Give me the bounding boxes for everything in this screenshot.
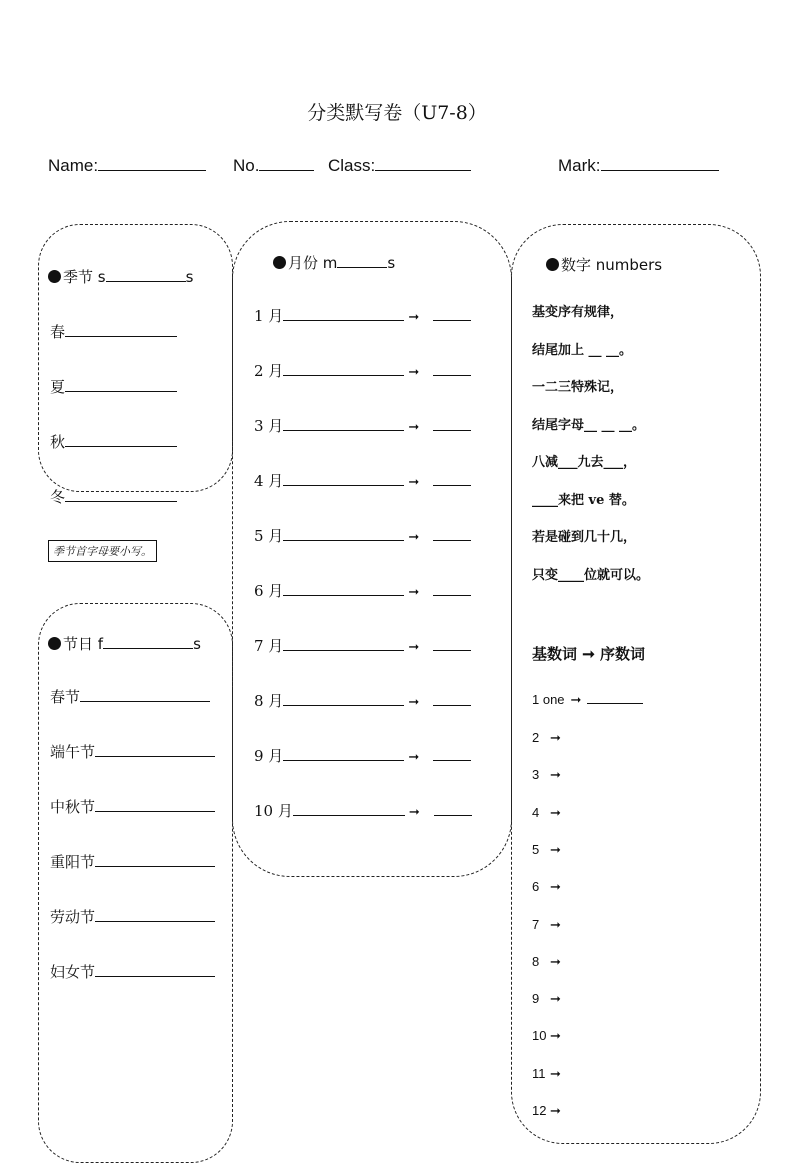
arrow-icon: ➞ [408,475,420,490]
festival-row [50,686,210,707]
bullet-icon [273,256,286,269]
ordinal-row [532,842,569,858]
month-row [254,470,471,491]
seasons-note: 季节首字母要小写。 [48,540,157,562]
arrow-icon: ➞ [550,991,561,1007]
ordinal-cardinal-label: 11 [532,1065,546,1081]
months-heading-blank[interactable] [337,256,387,268]
season-label: 冬 [50,488,66,506]
festival-label: 劳动节 [50,908,96,926]
month-blank[interactable] [283,693,404,706]
festival-row [50,796,215,817]
mark-blank[interactable] [601,156,719,171]
festival-label: 重阳节 [50,853,96,871]
ordinal-cardinal-label: 4 [532,804,540,820]
ordinal-row [532,1066,569,1082]
arrow-icon: ➞ [550,1065,561,1081]
month-abbr-blank[interactable] [433,638,471,651]
month-blank[interactable] [283,473,404,486]
arrow-icon: ➞ [408,640,420,655]
arrow-icon: ➞ [550,916,561,932]
arrow-icon: ➞ [570,692,582,707]
month-abbr-blank[interactable] [433,583,471,596]
season-blank[interactable] [65,379,177,392]
month-label: 6 月 [254,582,284,600]
month-blank[interactable] [283,528,404,541]
arrow-icon: ➞ [408,585,420,600]
ordinal-cardinal-label: 8 [532,953,540,969]
ordinal-row [532,954,569,970]
numbers-heading [546,254,662,275]
month-label: 7 月 [254,637,284,655]
month-label: 5 月 [254,527,284,545]
festival-blank[interactable] [95,799,215,812]
season-blank[interactable] [65,434,177,447]
festival-row [50,851,215,872]
festival-label: 春节 [50,688,81,706]
festival-blank[interactable] [95,909,215,922]
arrow-icon: ➞ [408,365,420,380]
ordinal-cardinal-label: 9 [532,991,540,1007]
month-blank[interactable] [283,363,404,376]
festivals-heading [48,633,201,654]
seasons-heading [48,266,193,287]
month-abbr-blank[interactable] [434,803,472,816]
month-abbr-blank[interactable] [433,418,471,431]
ordinal-row-1 [532,692,643,708]
month-row [254,415,471,436]
month-blank[interactable] [293,803,405,816]
season-row [50,431,177,452]
ordinal-cardinal-label: 2 [532,730,540,745]
name-label: Name: [48,156,99,175]
month-abbr-blank[interactable] [433,473,471,486]
ordinal-cardinal-label: 10 [532,1028,547,1044]
number-label: No. [233,156,260,175]
festival-blank[interactable] [80,689,210,702]
month-label: 4 月 [254,472,284,490]
arrow-icon: ➞ [408,530,420,545]
festivals-heading-blank[interactable] [103,637,193,649]
arrow-icon: ➞ [408,420,420,435]
season-blank[interactable] [65,324,177,337]
month-abbr-blank[interactable] [433,528,471,541]
month-label: 8 月 [254,692,284,710]
rhyme-line: 八减___九去___， [532,455,637,470]
season-row [50,376,177,397]
month-abbr-blank[interactable] [433,693,471,706]
ordinal-cardinal-label: 12 [532,1103,547,1118]
arrow-icon: ➞ [550,730,561,745]
season-blank[interactable] [65,489,177,502]
month-row [254,745,471,766]
festival-blank[interactable] [95,854,215,867]
season-row [50,486,177,507]
festivals-heading-suffix: s [193,635,201,653]
rhyme-line: 一二三特殊记， [532,380,624,395]
months-heading-suffix: s [387,254,396,272]
festival-row [50,906,215,927]
ordinal-row [532,1103,569,1119]
season-label: 秋 [50,433,66,451]
class-blank[interactable] [375,156,471,171]
festival-blank[interactable] [95,964,215,977]
months-heading-prefix: 月份 m [288,254,338,272]
arrow-icon: ➞ [408,750,420,765]
ordinal-row [532,730,569,746]
month-label: 10 月 [254,802,293,820]
season-label: 夏 [50,378,66,396]
month-abbr-blank[interactable] [433,748,471,761]
rhyme-line: 结尾加上 __ __。 [532,342,633,358]
arrow-icon: ➞ [550,767,561,783]
page-title: 分类默写卷（U7-8） [307,102,487,124]
rhyme-line: 若是碰到几十几， [532,530,637,545]
month-blank[interactable] [283,638,404,651]
class-field [328,156,471,176]
ordinal-cardinal-label: 1 one [532,692,565,707]
festival-label: 妇女节 [50,963,96,981]
month-label: 9 月 [254,747,284,765]
arrow-icon: ➞ [550,953,561,969]
festival-row [50,741,215,762]
arrow-icon: ➞ [550,1103,561,1118]
month-row [254,360,471,381]
mark-field [558,156,719,176]
season-label: 春 [50,323,66,341]
festivals-heading-prefix: 节日 f [63,635,104,653]
ordinal-row [532,917,569,933]
ordinal-cardinal-label: 6 [532,879,540,895]
festival-row [50,961,215,982]
ordinal-row [532,1028,569,1044]
month-row [254,580,471,601]
number-field [233,156,314,176]
class-label: Class: [328,156,376,175]
ordinal-row [532,805,569,821]
arrow-icon: ➞ [550,1028,561,1044]
name-blank[interactable] [98,156,206,171]
number-blank[interactable] [259,156,314,171]
month-row [254,525,471,546]
month-label: 3 月 [254,417,284,435]
bullet-icon [48,637,61,650]
month-row [254,305,471,326]
rhyme-line: 基变序有规律， [532,305,624,320]
month-row [254,635,471,656]
festival-label: 端午节 [50,743,96,761]
bullet-icon [48,270,61,283]
month-blank[interactable] [283,418,404,431]
ordinal-cardinal-label: 5 [532,841,540,857]
season-row [50,321,177,342]
month-row [254,690,471,711]
seasons-heading-blank[interactable] [106,270,186,282]
month-label: 2 月 [254,362,284,380]
month-label: 1 月 [254,307,284,325]
ordinal-row [532,991,569,1007]
ordinal-cardinal-label: 3 [532,767,540,783]
arrow-icon: ➞ [408,695,420,710]
month-abbr-blank[interactable] [433,308,471,321]
ordinal-row [532,879,569,895]
arrow-icon: ➞ [408,805,420,820]
numbers-heading-text: 数字 numbers [561,256,663,274]
seasons-heading-suffix: s [185,268,194,286]
month-blank[interactable] [283,748,404,761]
arrow-icon: ➞ [550,804,561,820]
month-blank[interactable] [283,308,404,321]
month-abbr-blank[interactable] [433,363,471,376]
ordinal-row [532,767,569,783]
name-field [48,156,206,176]
month-row [254,800,472,821]
rhyme-line: 结尾字母__ __ __。 [532,417,646,433]
month-blank[interactable] [283,583,404,596]
ordinal-table-heading: 基数词 ➞ 序数词 [532,645,646,663]
rhyme-line: ____来把 ve 替。 [532,492,635,508]
bullet-icon [546,258,559,271]
seasons-heading-prefix: 季节 s [63,268,106,286]
festival-label: 中秋节 [50,798,96,816]
mark-label: Mark: [558,156,601,175]
ordinal-blank[interactable] [587,692,643,704]
arrow-icon: ➞ [408,310,420,325]
ordinal-cardinal-label: 7 [532,916,540,932]
arrow-icon: ➞ [550,841,561,857]
festival-blank[interactable] [95,744,215,757]
rhyme-line: 只变____位就可以。 [532,567,650,583]
arrow-icon: ➞ [550,879,561,895]
months-heading [273,252,395,273]
